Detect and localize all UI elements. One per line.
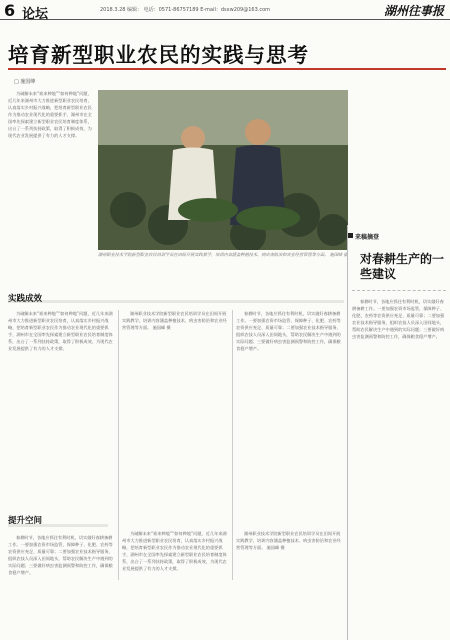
body-column-5: 为破解未来“谁来种地”“如何种地”问题，近几年来湖州市大力推进新型职业农民培育，认真落实乡村振兴战略，把培育新型职业农民作为推动农业现代化的重要抓手，湖州市在全国率先探索建立新型职业农民培育制度体系，出台了一系列扶持政策，取得了积极成效，为现代农业发展提供了有力的人才支撑。 bbox=[122, 531, 227, 571]
body-column-1: 为破解未来“谁来种地”“如何种地”问题，近几年来湖州市大力推进新型职业农民培育，认真落实乡村振兴战略，把培育新型职业农民作为推动农业现代化的重要抓手，湖州市在全国率先探索建立新型职业农民培育制度体系，出台了一系列扶持政策，取得了积极成效，为现代农业发展提供了有力的人才支撑。 bbox=[8, 311, 113, 351]
sidebar-tag: 来稿摘登 bbox=[355, 234, 380, 241]
page-number: 6 bbox=[4, 1, 16, 20]
column-rule bbox=[118, 310, 119, 580]
sidebar-divider bbox=[352, 290, 446, 291]
article-photo bbox=[98, 90, 348, 250]
section-bar bbox=[8, 300, 344, 303]
section-heading-1: 实践成效 bbox=[8, 294, 43, 304]
sidebar-body: 春耕时节，各地应抓住有利时机，切实做好春耕备耕工作。一要加强农资市场监管，保障种子、化肥、农药等农资供应充足、质量可靠；二要加强农业技术指导服务，组织农技人员深入田间地头，帮助农民解决生产中遇到的实际问题；三要做好病虫害监测预警和防控工作，确保粮食稳产增产。 bbox=[352, 299, 445, 339]
article-headline: 培育新型职业农民的实践与思考 bbox=[8, 43, 309, 67]
body-column-2: 湖州职业技术学院新型职业农民培训学员在田间开展实践教学，培训内容涵盖种植技术、病虫害防治和农业经营管理等方面。 施国峰 摄 bbox=[122, 311, 227, 330]
section-heading-2: 提升空间 bbox=[8, 516, 43, 526]
column-rule bbox=[232, 310, 233, 580]
lead-paragraph: 为破解未来“谁来种地”“如何种地”问题，近几年来湖州市大力推进新型职业农民培育，认真落实乡村振兴战略，把培育新型职业农民作为推动农业现代化的重要抓手，湖州市在全国率先探索建立新型职业农民培育制度体系，出台了一系列扶持政策，取得了积极成效，为现代农业发展提供了有力的人才支撑。 bbox=[8, 91, 92, 138]
body-column-4: 春耕时节，各地应抓住有利时机，切实做好春耕备耕工作。一要加强农资市场监管，保障种子、化肥、农药等农资供应充足、质量可靠；二要加强农业技术指导服务，组织农技人员深入田间地头，帮助农民解决生产中遇到的实际问题；三要做好病虫害监测预警和防控工作，确保粮食稳产增产。 bbox=[8, 535, 113, 575]
section-title: 论坛 bbox=[22, 7, 49, 22]
header-info: 2018.3.28 编辑： 电话：0571-86757189 E-mail：dsxw209@163.com bbox=[100, 7, 271, 13]
newspaper-name: 湖州往事报 bbox=[383, 4, 444, 18]
headline-rule bbox=[8, 68, 446, 70]
tag-square-icon bbox=[348, 233, 353, 238]
body-column-6: 湖州职业技术学院新型职业农民培训学员在田间开展实践教学，培训内容涵盖种植技术、病虫害防治和农业经营管理等方面。 施国峰 摄 bbox=[236, 531, 341, 550]
sidebar-title: 对春耕生产的一些建议 bbox=[360, 252, 445, 281]
byline: □ 施国峰 bbox=[14, 79, 36, 85]
body-column-3: 春耕时节，各地应抓住有利时机，切实做好春耕备耕工作。一要加强农资市场监管，保障种子、化肥、农药等农资供应充足、质量可靠；二要加强农业技术指导服务，组织农技人员深入田间地头，帮助农民解决生产中遇到的实际问题；三要做好病虫害监测预警和防控工作，确保粮食稳产增产。 bbox=[236, 311, 341, 351]
photo-caption: 湖州职业技术学院新型职业农民培训学员在田间开展实践教学，培训内容涵盖种植技术、病虫害防治和农业经营管理等方面。 施国峰 摄 bbox=[98, 252, 348, 257]
